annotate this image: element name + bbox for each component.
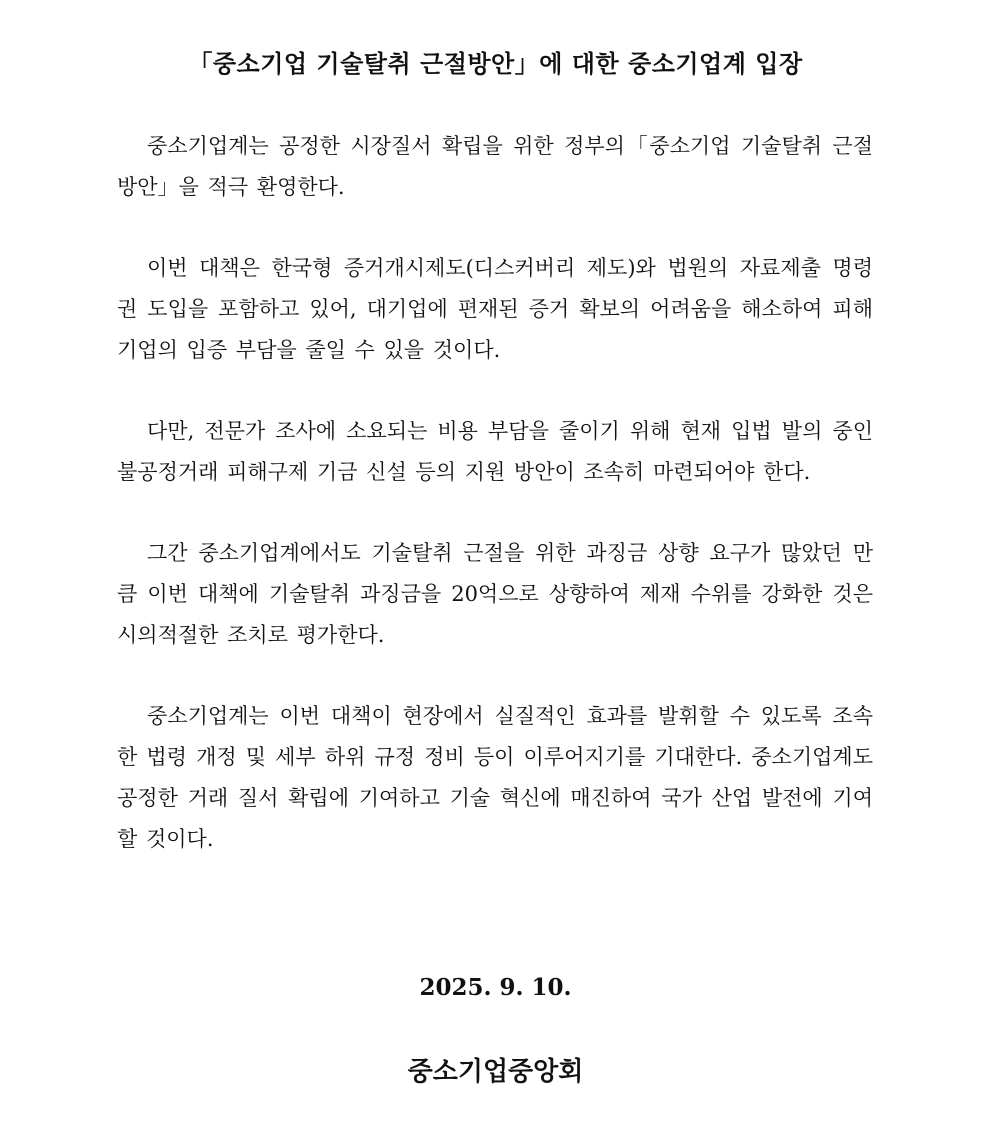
document-date: 2025. 9. 10.	[419, 974, 572, 1001]
paragraph-penalty-increase: 그간 중소기업계에서도 기술탈취 근절을 위한 과징금 상향 요구가 많았던 만큼 이번 대책에 기술탈취 과징금을 20억으로 상향하여 제재 수위를 강화한 것은 시의적절한 조치로 평가한다.	[117, 541, 873, 647]
statement-body	[117, 126, 873, 860]
paragraph-discovery-system: 이번 대책은 한국형 증거개시제도(디스커버리 제도)와 법원의 자료제출 명령권 도입을 포함하고 있어, 대기업에 편재된 증거 확보의 어려움을 해소하여 피해기업의 입증 부담을 줄일 수 있을 것이다.	[117, 256, 873, 362]
paragraph-cost-support: 다만, 전문가 조사에 소요되는 비용 부담을 줄이기 위해 현재 입법 발의 중인 불공정거래 피해구제 기금 신설 등의 지원 방안이 조속히 마련되어야 한다.	[117, 419, 873, 484]
paragraph-expectation: 중소기업계는 이번 대책이 현장에서 실질적인 효과를 발휘할 수 있도록 조속한 법령 개정 및 세부 하위 규정 정비 등이 이루어지기를 기대한다. 중소기업계도 공정한 거래 질서 확립에 기여하고 기술 혁신에 매진하여 국가 산업 발전에 기여할 것이다.	[117, 704, 873, 851]
issuing-organization: 중소기업중앙회	[407, 1057, 584, 1087]
document-title: 「중소기업 기술탈취 근절방안」에 대한 중소기업계 입장	[188, 50, 803, 78]
paragraph-welcome: 중소기업계는 공정한 시장질서 확립을 위한 정부의「중소기업 기술탈취 근절 방안」을 적극 환영한다.	[117, 134, 873, 199]
